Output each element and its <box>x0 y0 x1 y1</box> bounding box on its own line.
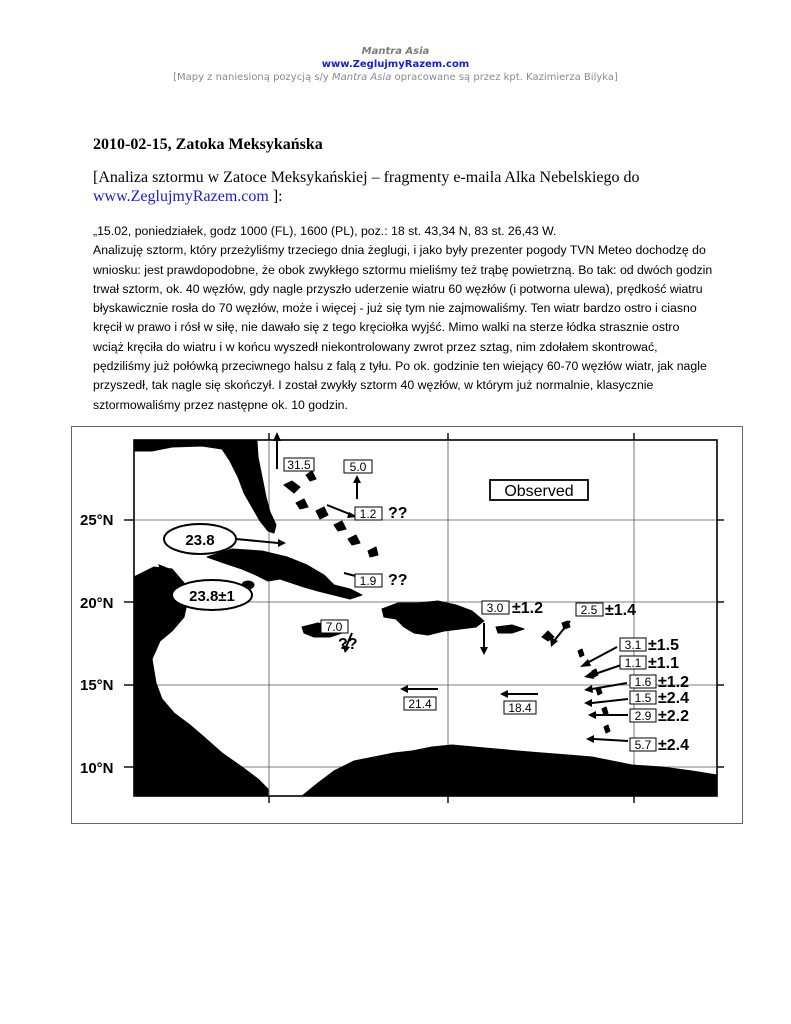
box-1-5: 1.5 <box>634 691 652 705</box>
header-note-after: opracowane są przez kpt. Kazimierza Bilyka] <box>391 72 618 83</box>
lat-label-10: 10°N <box>80 760 114 777</box>
header-site-link[interactable]: www.ZeglujmyRazem.com <box>321 59 470 70</box>
box-5-0: 5.0 <box>349 460 367 474</box>
article-line-1: „15.02, poniedziałek, godz 1000 (FL), 1600 (PL), poz.: 18 st. 43,34 N, 83 st. 26,43 W. <box>93 224 557 238</box>
box-2-5: 2.5 <box>580 603 598 617</box>
lat-label-15: 15°N <box>80 677 114 694</box>
storm-map <box>71 426 743 824</box>
suffix-1-1: ±1.1 <box>648 655 680 672</box>
suffix-7-0: ?? <box>338 636 358 653</box>
box-1-6: 1.6 <box>634 675 652 689</box>
box-1-2: 1.2 <box>359 507 377 521</box>
header-note-before: [Mapy z naniesioną pozycją s/y <box>173 72 332 83</box>
box-1-1: 1.1 <box>624 656 642 670</box>
legend-label: Observed <box>504 483 574 500</box>
box-21-4: 21.4 <box>408 697 432 711</box>
suffix-3-1: ±1.5 <box>648 637 680 654</box>
subtitle-text: [Analiza sztormu w Zatoce Meksykańskiej – fragmenty e-maila Alka Nebelskiego do <box>93 169 640 186</box>
article-paragraph: Analizuję sztorm, który przeżyliśmy trzeciego dnia żeglugi, i jako były prezenter pogody TVN Meteo dochodzę do wniosku: jest prawdopodobne, że obok zwykłego sztormu mieliśmy też trąbę powietrzną. Bo tak: od dwóch godzin trwał sztorm, ok. 40 węzłów, gdy nagle przyszło uderzenie wiatru 60 węzłów (i potworna ulewa), prędkość wiatru błyskawicznie rosła do 70 węzłów, może i więcej - już się tym nie zajmowaliśmy. Ten wiatr bardzo ostro i ciasno kręcił w prawo i rósł w siłę, nie dawało się z tego kręciołka wyjść. Mimo walki na sterze łódka strasznie ostro wciąż kręciła do wiatru i w końcu wyszedł niekontrolowany zwrot przez sztag, nim zdołałem skontrować, pędziliśmy już połówką przeciwnego halsu z falą z tyłu. Po ok. godzinie ten wiejący 60-70 węzłów wiatr, jak nagle przyszedł, tak nagle się skończył. I został zwykły sztorm 40 węzłów, w którym już normalnie, klasycznie sztormowaliśmy przez następne ok. 10 godzin. <box>93 243 713 412</box>
suffix-1-5: ±2.4 <box>658 690 690 707</box>
header-note-italic: Mantra Asia <box>331 72 392 83</box>
suffix-1-2: ?? <box>388 505 408 522</box>
subtitle-link[interactable]: www.ZeglujmyRazem.com <box>93 188 269 205</box>
suffix-1-9: ?? <box>388 572 408 589</box>
land-hispaniola <box>382 601 484 635</box>
suffix-2-5: ±1.4 <box>605 602 637 619</box>
subtitle-end: ]: <box>268 188 283 205</box>
box-2-9: 2.9 <box>634 709 652 723</box>
page-title: 2010-02-15, Zatoka Meksykańska <box>93 136 323 153</box>
box-3-0: 3.0 <box>486 601 504 615</box>
land-puerto-rico <box>496 625 524 633</box>
land-lesser-antilles <box>542 621 610 733</box>
lat-label-25: 25°N <box>80 512 114 529</box>
ellipse-label-2: 23.8±1 <box>189 588 235 605</box>
ellipse-label-1: 23.8 <box>185 532 215 549</box>
suffix-2-9: ±2.2 <box>658 708 690 725</box>
subtitle <box>93 168 713 206</box>
suffix-3-0: ±1.2 <box>512 600 544 617</box>
land-south-america <box>302 745 717 796</box>
box-31-5: 31.5 <box>287 458 311 472</box>
article-body <box>93 222 713 415</box>
box-7-0: 7.0 <box>325 620 343 634</box>
box-3-1: 3.1 <box>624 638 642 652</box>
land-florida <box>222 441 276 533</box>
box-1-9: 1.9 <box>359 574 377 588</box>
suffix-5-7: ±2.4 <box>658 737 690 754</box>
lat-label-20: 20°N <box>80 595 114 612</box>
header-brand: Mantra Asia <box>361 46 430 57</box>
header-note <box>0 72 791 84</box>
box-18-4: 18.4 <box>508 701 532 715</box>
suffix-1-6: ±1.2 <box>658 674 690 691</box>
box-5-7: 5.7 <box>634 738 652 752</box>
